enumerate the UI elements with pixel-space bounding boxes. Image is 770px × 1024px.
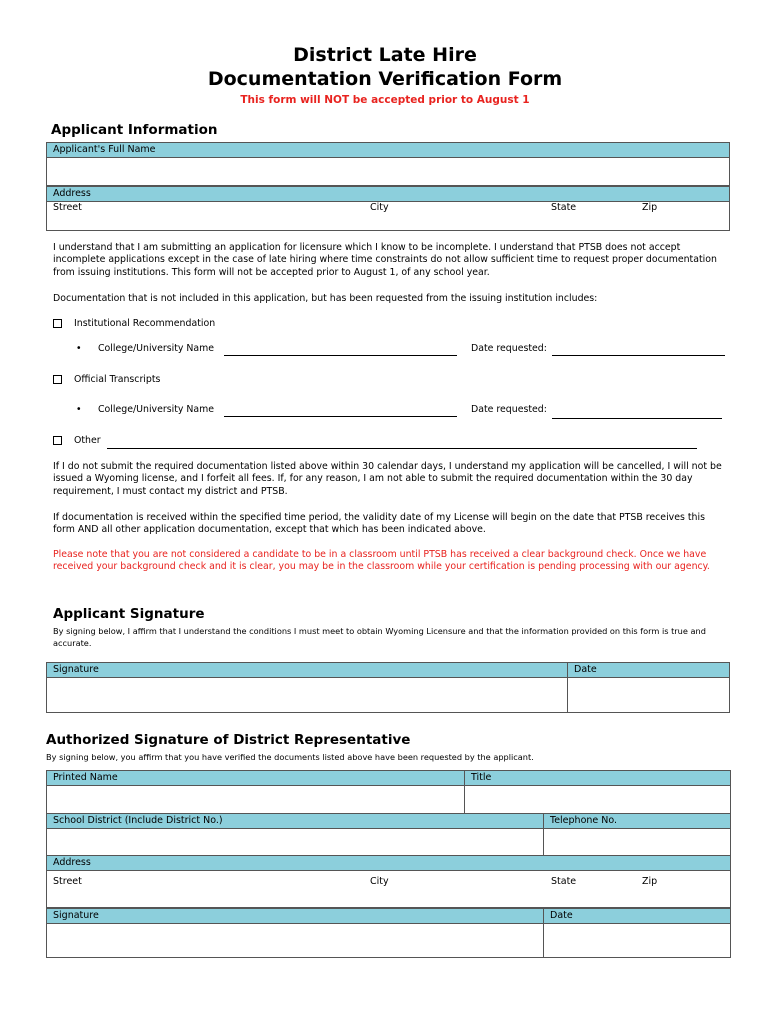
district-state-label: State — [551, 876, 577, 887]
district-address-field[interactable] — [46, 870, 731, 908]
college-name-line-1[interactable] — [224, 355, 457, 356]
telephone-label: Telephone No. — [550, 815, 618, 826]
district-date-field[interactable] — [543, 923, 731, 958]
district-section-title: Authorized Signature of District Representative — [46, 732, 411, 748]
city-label: City — [370, 202, 389, 213]
title-header — [464, 770, 731, 786]
printed-name-header — [46, 770, 465, 786]
institutional-recommendation-checkbox[interactable] — [53, 319, 62, 328]
official-transcripts-label: Official Transcripts — [74, 374, 161, 385]
form-title-line1: District Late Hire — [293, 44, 477, 66]
district-address-header — [46, 855, 731, 871]
district-zip-label: Zip — [642, 876, 658, 887]
signature-label: Signature — [53, 664, 99, 675]
telephone-field[interactable] — [543, 828, 731, 856]
date-header — [567, 662, 730, 678]
district-signature-header — [46, 908, 544, 924]
title-label: Title — [471, 772, 492, 783]
date-requested-line-2[interactable] — [552, 418, 722, 419]
school-district-header — [46, 813, 544, 829]
state-label: State — [551, 202, 577, 213]
telephone-header — [543, 813, 731, 829]
address-label: Address — [53, 188, 91, 199]
college-name-line-2[interactable] — [224, 416, 457, 417]
zip-label: Zip — [642, 202, 658, 213]
date-requested-label-1: Date requested: — [471, 343, 547, 354]
district-signature-field[interactable] — [46, 923, 544, 958]
validity-paragraph: If documentation is received within the specified time period, the validity date of my License will begin on the date that PTSB receives this form AND all other application documentation, except that which has been indicated above. — [53, 512, 705, 536]
applicant-date-field[interactable] — [567, 677, 730, 713]
printed-name-field[interactable] — [46, 785, 465, 814]
street-label: Street — [53, 202, 82, 213]
official-transcripts-checkbox[interactable] — [53, 375, 62, 384]
date-label: Date — [574, 664, 597, 675]
form-title-line2: Documentation Verification Form — [207, 68, 563, 90]
district-street-label: Street — [53, 876, 82, 887]
address-header — [46, 186, 730, 202]
printed-name-label: Printed Name — [53, 772, 118, 783]
college-name-label-2: College/University Name — [98, 404, 215, 415]
other-line[interactable] — [107, 448, 697, 449]
signature-header — [46, 662, 568, 678]
college-name-label-1: College/University Name — [98, 343, 215, 354]
applicant-section-title: Applicant Information — [51, 122, 218, 138]
background-check-notice: Please note that you are not considered a candidate to be in a classroom until PTSB has received a clear background check. Once we have received your background check and it is clear, you may be in the classroom while your certification is pending processing with our agency. — [53, 549, 710, 573]
full-name-field[interactable] — [46, 157, 730, 186]
district-city-label: City — [370, 876, 389, 887]
full-name-header — [46, 142, 730, 158]
full-name-label: Applicant's Full Name — [53, 144, 156, 155]
documentation-intro-paragraph: Documentation that is not included in this application, but has been requested from the issuing institution includes: — [53, 293, 598, 304]
date-requested-line-1[interactable] — [552, 355, 725, 356]
date-requested-label-2: Date requested: — [471, 404, 547, 415]
district-signature-label: Signature — [53, 910, 99, 921]
deadline-paragraph: If I do not submit the required documentation listed above within 30 calendar days, I understand my application will be cancelled, I will not be issued a Wyoming license, and I forfeit all fees. If, for any reason, I am not able to submit the required documentation within the 30 day requirement, I must contact my district and PTSB. — [53, 461, 722, 497]
institutional-recommendation-label: Institutional Recommendation — [74, 318, 216, 329]
district-date-label: Date — [550, 910, 573, 921]
applicant-signature-field[interactable] — [46, 677, 568, 713]
incomplete-application-paragraph: I understand that I am submitting an application for licensure which I know to be incomplete. I understand that PTSB does not accept incomplete applications except in the case of late hiring where time constraints do not allow sufficient time to request proper documentation from issuing institutions. This form will not be accepted prior to August 1, of any school year. — [53, 242, 717, 278]
district-address-label: Address — [53, 857, 91, 868]
other-checkbox[interactable] — [53, 436, 62, 445]
bullet-icon: • — [76, 343, 82, 354]
district-date-header — [543, 908, 731, 924]
school-district-field[interactable] — [46, 828, 544, 856]
district-note: By signing below, you affirm that you have verified the documents listed above have been requested by the applicant. — [46, 752, 534, 762]
other-label: Other — [74, 435, 101, 446]
address-field[interactable] — [46, 201, 730, 231]
title-field[interactable] — [464, 785, 731, 814]
applicant-signature-title: Applicant Signature — [53, 606, 205, 622]
applicant-signature-note: By signing below, I affirm that I understand the conditions I must meet to obtain Wyoming Licensure and that the information provided on this form is true and accurate. — [53, 626, 706, 648]
bullet-icon: • — [76, 404, 82, 415]
school-district-label: School District (Include District No.) — [53, 815, 223, 826]
form-subtitle: This form will NOT be accepted prior to August 1 — [240, 94, 530, 106]
